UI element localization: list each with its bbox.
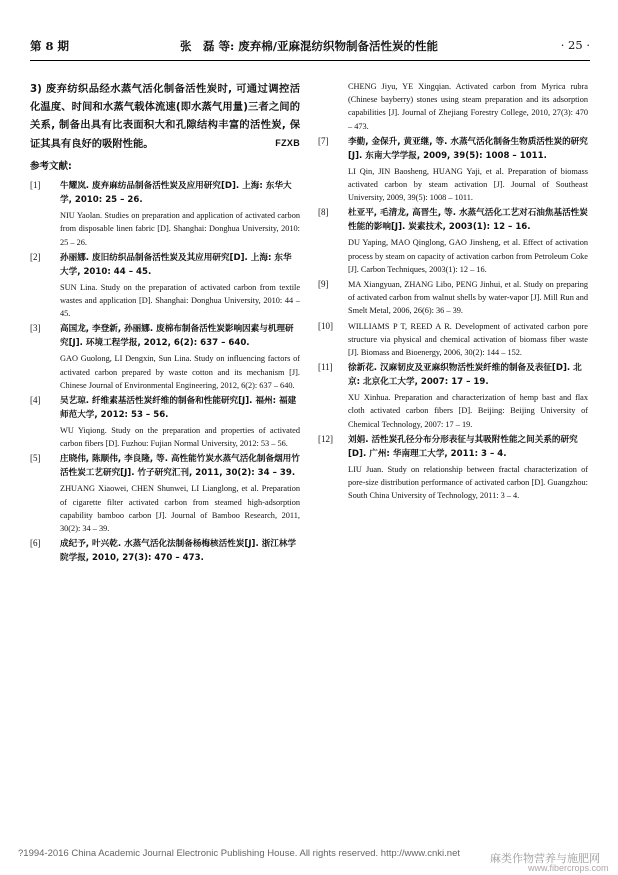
reference-chinese: 高国龙, 李登新, 孙丽娜. 废棉布制备活性炭影响因素与机理研究[J]. 环境工程学报, 2012, 6(2): 637 – 640. bbox=[60, 324, 294, 349]
right-column bbox=[318, 80, 588, 504]
reference-english: NIU Yaolan. Studies on preparation and application of activated carbon from disposable linen fabric [D]. Shanghai: Donghua University, 2010: 25 – 26. bbox=[60, 211, 300, 247]
site-watermark: 麻类作物营养与施肥网 bbox=[490, 852, 600, 865]
reference-number: [4] bbox=[30, 395, 41, 406]
reference-english: LI Qin, JIN Baosheng, HUANG Yaji, et al. Preparation of biomass activated carbon by steam activation [J]. Journal of Southeast University, 2009, 39(5): 1008 – 1011. bbox=[348, 166, 588, 203]
reference-chinese: 成纪予, 叶兴乾. 水蒸气活化法制备杨梅核活性炭[J]. 浙江林学院学报, 2010, 27(3): 470 – 473. bbox=[60, 539, 297, 564]
reference-chinese: 杜亚平, 毛清龙, 高晋生, 等. 水蒸气活化工艺对石油焦基活性炭性能的影响[J]. 炭素技术, 2003(1): 12 – 16. bbox=[348, 208, 588, 233]
journal-end-mark: FZXB bbox=[275, 137, 300, 148]
reference-english: WILLIAMS P T, REED A R. Development of activated carbon pore structure via physical and chemical activation of biomass fiber waste [J]. Biomass and Bioenergy, 2006, 30(2): 144 – 152. bbox=[348, 321, 588, 358]
reference-english: XU Xinhua. Preparation and characterization of hemp bast and flax cloth activated carbon fibers [D]. Beijing: Beijing University of Chemical Technology, 2007: 17 – 19. bbox=[348, 393, 588, 429]
left-column bbox=[30, 80, 300, 567]
reference-english: SUN Lina. Study on the preparation of activated carbon from textile wastes and application [D]. Shanghai: Donghua University, 2010: 44 – 45. bbox=[60, 282, 300, 319]
reference-entry bbox=[318, 433, 588, 503]
reference-chinese: 吴艺琼. 纤维素基活性炭纤维的制备和性能研究[J]. 福州: 福建师范大学, 2012: 53 – 56. bbox=[60, 396, 297, 421]
reference-entry bbox=[30, 394, 300, 450]
reference-number: [9] bbox=[318, 279, 329, 290]
reference-chinese: 孙丽娜. 废旧纺织品制备活性炭及其应用研究[D]. 上海: 东华大学, 2010: 44 – 45. bbox=[60, 252, 292, 277]
reference-entry bbox=[30, 537, 300, 565]
reference-entry bbox=[318, 278, 588, 318]
reference-number: [3] bbox=[30, 323, 41, 334]
reference-english-continued: CHENG Jiyu, YE Xingqian. Activated carbon from Myrica rubra (Chinese bayberry) stones using steam preparation and its adsorption capabilities [J]. Journal of Zhejiang Forestry College, 2010, 27(3): 470 – 473. bbox=[348, 82, 588, 131]
reference-english: DU Yaping, MAO Qinglong, GAO Jinsheng, et al. Effect of activation process by steam on capacity of activation carbon from Petroleum Coke [J]. Carbon Techniques, 2003(1): 12 – 16. bbox=[348, 238, 588, 274]
reference-number: [2] bbox=[30, 251, 41, 262]
reference-entry bbox=[30, 179, 300, 249]
reference-number: [5] bbox=[30, 453, 41, 464]
reference-entry bbox=[318, 135, 588, 205]
reference-english: LIU Juan. Study on relationship between fractal characterization of pore-size distribution performance of activated carbon [D]. Guangzhou: South China University of Technology, 2011: 3 – 4. bbox=[348, 464, 588, 501]
reference-number: [1] bbox=[30, 180, 41, 191]
reference-entry bbox=[318, 320, 588, 360]
issue-number: 第 8 期 bbox=[30, 39, 70, 53]
reference-number: [8] bbox=[318, 207, 329, 218]
reference-number: [6] bbox=[30, 538, 41, 549]
reference-chinese: 徐新花. 汉麻韧皮及亚麻织物活性炭纤维的制备及表征[D]. 北京: 北京化工大学, 2007: 17 – 19. bbox=[348, 363, 582, 388]
site-watermark-url: www.fibercrops.com bbox=[528, 863, 609, 873]
reference-chinese: 李勤, 金保升, 黄亚继, 等. 水蒸气活化制备生物质活性炭的研究[J]. 东南大学学报, 2009, 39(5): 1008 – 1011. bbox=[348, 136, 588, 161]
reference-number: [10] bbox=[318, 320, 333, 331]
reference-english: WU Yiqiong. Study on the preparation and properties of activated carbon fibers [D]. Fuzhou: Fujian Normal University, 2012: 53 – 56. bbox=[60, 426, 300, 449]
reference-chinese: 牛耀岚. 废弃麻纺品制备活性炭及应用研究[D]. 上海: 东华大学, 2010: 25 – 26. bbox=[60, 181, 292, 206]
reference-chinese: 刘娟. 活性炭孔径分布分形表征与其吸附性能之间关系的研究[D]. 广州: 华南理工大学, 2011: 3 – 4. bbox=[348, 434, 578, 459]
reference-entry bbox=[30, 251, 300, 321]
references-heading: 参考文献: bbox=[30, 161, 72, 173]
reference-english: MA Xiangyuan, ZHANG Libo, PENG Jinhui, et al. Study on preparing of activated carbon from walnut shells by water-vapor [J]. Mill Run and Smelt Metal, 2006, 26(6): 36 – 39. bbox=[348, 280, 588, 316]
reference-chinese: 庄晓伟, 陈顺伟, 李良隆, 等. 高性能竹炭水蒸气活化制备烟用竹活性炭工艺研究[J]. 竹子研究汇刊, 2011, 30(2): 34 – 39. bbox=[60, 454, 300, 479]
reference-number: [12] bbox=[318, 433, 333, 444]
conclusion-paragraph: 3) 废弃纺织品经水蒸气活化制备活性炭时, 可通过调控活化温度、时间和水蒸气载体流速(即水蒸气用量)三者之间的关系, 制备出具有比表面积大和孔隙结构丰富的活性炭, 保证其具有良好的吸附性能。 bbox=[30, 83, 300, 150]
reference-entry bbox=[318, 361, 588, 431]
reference-number: [7] bbox=[318, 135, 329, 146]
reference-entry bbox=[318, 206, 588, 276]
header-rule bbox=[30, 60, 590, 61]
page-number: · 25 · bbox=[560, 38, 590, 52]
reference-english: ZHUANG Xiaowei, CHEN Shunwei, LI Lianglong, et al. Preparation of cigarette filter activated carbon from steamed high-adsorption capability bamboo carbon [J]. Journal of Bamboo Research, 2011, 30(2): 34 – 39. bbox=[60, 484, 300, 534]
reference-entry bbox=[30, 452, 300, 535]
running-header bbox=[30, 38, 590, 56]
reference-number: [11] bbox=[318, 362, 333, 373]
running-title: 张 磊 等: 废弃棉/亚麻混纺织物制备活性炭的性能 bbox=[180, 39, 438, 53]
reference-entry bbox=[30, 322, 300, 392]
copyright-footer: ?1994-2016 China Academic Journal Electronic Publishing House. All rights reserved. http://www.cnki.net bbox=[18, 848, 460, 859]
reference-english: GAO Guolong, LI Dengxin, Sun Lina. Study on influencing factors of activated carbon prepared by waste cotton and its mechanism [J]. Chinese Journal of Environmental Engineering, 2012, 6(2): 637 – 640. bbox=[60, 354, 300, 390]
